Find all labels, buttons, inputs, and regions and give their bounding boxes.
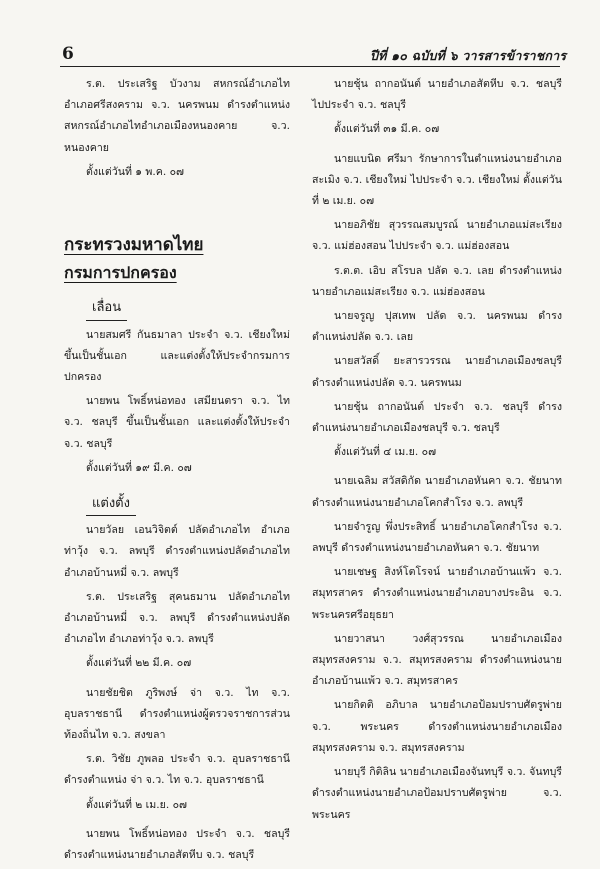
- page-number: 6: [62, 44, 74, 64]
- entry-paragraph: นายเฉลิม สวัสดิกัด นายอำเภอหันคา จ.ว. ชัยนาท ดำรงตำแหน่งนายอำเภอโคกสำโรง จ.ว. ลพบุรี: [312, 475, 562, 509]
- effective-date: ตั้งแต่วันที่ ๑๙ มี.ค. ๐๗: [86, 461, 192, 474]
- effective-date: ตั้งแต่วันที่ ๒๒ มี.ค. ๐๗: [86, 657, 192, 670]
- right-column: [312, 74, 562, 829]
- section-heading-appointment: แต่งตั้ง: [86, 493, 136, 516]
- entry-paragraph: นายสมศรี กันธมาลา ประจำ จ.ว. เชียงใหม่ ขึ้นเป็นชั้นเอก และแต่งตั้งให้ประจำกรมการปกครอง: [64, 328, 290, 384]
- effective-date: ตั้งแต่วันที่ ๓๑ มี.ค. ๐๗: [334, 123, 440, 136]
- entry-paragraph: นายอภิชัย สุวรรณสมบูรณ์ นายอำเภอแม่สะเรียง จ.ว. แม่ฮ่องสอน ไปประจำ จ.ว. แม่ฮ่องสอน: [312, 219, 562, 253]
- ministry-heading: กระทรวงมหาดไทย: [64, 235, 204, 256]
- entry-paragraph: นายแบนิด ศรีมา รักษาการในตำแหน่งนายอำเภอสะเมิง จ.ว. เชียงใหม่ ไปประจำ จ.ว. เชียงใหม่ ตั้งแต่วันที่ ๒ เม.ย. ๐๗: [312, 152, 562, 208]
- effective-date: ตั้งแต่วันที่ ๔ เม.ย. ๐๗: [334, 446, 437, 459]
- entry-paragraph: ร.ต. ประเสริฐ บัวงาม สหกรณ์อำเภอไท อำเภอศรีสงคราม จ.ว. นครพนม ดำรงตำแหน่งสหกรณ์อำเภอไทอำเภอเมืองหนองคาย จ.ว. หนองคาย: [64, 78, 290, 154]
- entry-paragraph: นายบุรี กิติลิน นายอำเภอเมืองจันทบุรี จ.ว. จันทบุรี ดำรงตำแหน่งนายอำเภอป้อมปราบศัตรูพ่าย จ.ว. พระนคร: [312, 766, 562, 821]
- entry-paragraph: ร.ต. วิชัย ภูพลอ ประจำ จ.ว. อุบลราชธานี ดำรงตำแหน่ง จ่า จ.ว. ไท จ.ว. อุบลราชธานี: [64, 753, 290, 787]
- effective-date: ตั้งแต่วันที่ ๑ พ.ค. ๐๗: [86, 165, 184, 178]
- effective-date: ตั้งแต่วันที่ ๒ เม.ย. ๐๗: [86, 798, 187, 811]
- entry-paragraph: นายกิตติ อภิบาล นายอำเภอป้อมปราบศัตรูพ่าย จ.ว. พระนคร ดำรงตำแหน่งนายอำเภอเมืองสมุทรสงคราม จ.ว. สมุทรสงคราม: [312, 699, 562, 754]
- left-column: [64, 74, 290, 869]
- section-heading-promotion: เลื่อน: [86, 297, 127, 320]
- entry-paragraph: นายจรูญ ปุสเทพ ปลัด จ.ว. นครพนม ดำรงตำแหน่งปลัด จ.ว. เลย: [312, 310, 562, 344]
- entry-paragraph: นายชัยชิต ภูริพงษ์ จ่า จ.ว. ไท จ.ว. อุบลราชธานี ดำรงตำแหน่งผู้ตรวจราชการส่วนท้องถิ่นไท จ.ว. สงขลา: [64, 686, 290, 742]
- entry-paragraph: นายพน โพธิ์หน่อทอง เสมียนตรา จ.ว. ไท จ.ว. ชลบุรี ขึ้นเป็นชั้นเอก และแต่งตั้งให้ประจำ จ.ว. ชลบุรี: [64, 395, 290, 450]
- entry-paragraph: นายสวัสดิ์ ยะสารวรรณ นายอำเภอเมืองชลบุรี ดำรงตำแหน่งปลัด จ.ว. นครพนม: [312, 355, 562, 389]
- department-heading: กรมการปกครอง: [64, 263, 177, 283]
- header-divider: [60, 66, 560, 67]
- entry-paragraph: นายชุ้น ถากอนันต์ นายอำเภอสัตหีบ จ.ว. ชลบุรี ไปประจำ จ.ว. ชลบุรี: [312, 78, 562, 112]
- entry-paragraph: นายวาสนา วงศ์สุวรรณ นายอำเภอเมืองสมุทรสงคราม จ.ว. สมุทรสงคราม ดำรงตำแหน่งนายอำเภอบ้านแพ้ว จ.ว. สมุทรสาคร: [312, 632, 562, 688]
- entry-paragraph: นายชุ้น ถากอนันต์ ประจำ จ.ว. ชลบุรี ดำรงตำแหน่งนายอำเภอเมืองชลบุรี จ.ว. ชลบุรี: [312, 400, 562, 435]
- entry-paragraph: นายจำรูญ พึ่งประสิทธิ์ นายอำเภอโคกสำโรง จ.ว. ลพบุรี ดำรงตำแหน่งนายอำเภอหันคา จ.ว. ชัยนาท: [312, 520, 562, 555]
- running-header: ปีที่ ๑๐ ฉบับที่ ๖ วารสารข้าราชการ: [370, 48, 567, 63]
- entry-paragraph: ร.ต. ประเสริฐ สุคนธมาน ปลัดอำเภอไท อำเภอบ้านหมี่ จ.ว. ลพบุรี ดำรงตำแหน่งปลัดอำเภอไท อำเภอท่าวุ้ง จ.ว. ลพบุรี: [64, 590, 290, 646]
- entry-paragraph: ร.ต.ต. เอิบ สโรบล ปลัด จ.ว. เลย ดำรงตำแหน่งนายอำเภอแม่สะเรียง จ.ว. แม่ฮ่องสอน: [312, 264, 562, 298]
- entry-paragraph: นายพน โพธิ์หน่อทอง ประจำ จ.ว. ชลบุรี ดำรงตำแหน่งนายอำเภอสัตหีบ จ.ว. ชลบุรี: [64, 827, 290, 862]
- entry-paragraph: นายเชษฐ สิงห์โตโรจน์ นายอำเภอบ้านแพ้ว จ.ว. สมุทรสาคร ดำรงตำแหน่งนายอำเภอบางประอิน จ.ว. พระนครศรีอยุธยา: [312, 566, 562, 621]
- entry-paragraph: นายวัลย เอนวิจิตต์ ปลัดอำเภอไท อำเภอท่าวุ้ง จ.ว. ลพบุรี ดำรงตำแหน่งปลัดอำเภอไท อำเภอบ้านหมี่ จ.ว. ลพบุรี: [64, 524, 290, 579]
